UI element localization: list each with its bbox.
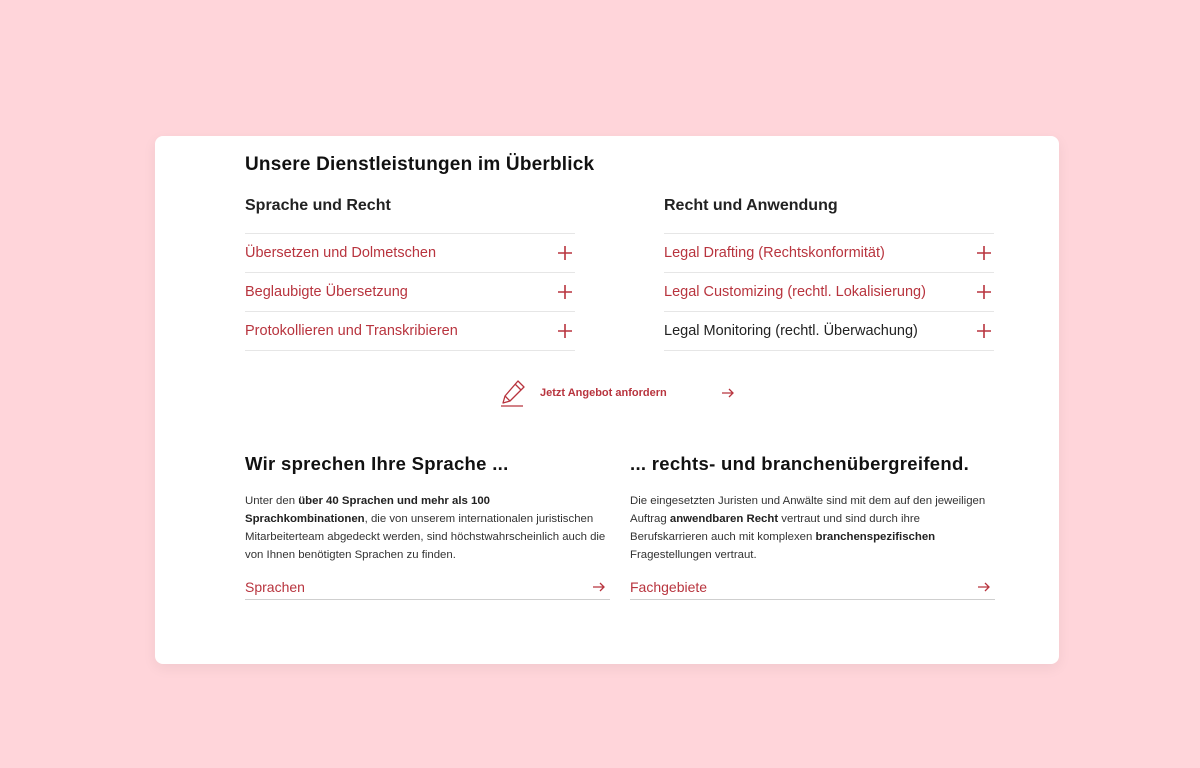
plus-icon [557, 245, 573, 261]
text-highlight: branchenspezifischen [815, 531, 936, 543]
text-segment: Fragestellungen vertraut. [630, 549, 757, 561]
accordion-list [245, 233, 575, 351]
accordion-item-legal-monitoring[interactable] [664, 311, 994, 351]
fields-link[interactable] [630, 575, 995, 600]
fields-title: ... rechts- und branchenübergreifend. [630, 453, 970, 474]
arrow-right-icon [592, 581, 606, 593]
pen-icon [500, 379, 526, 407]
plus-icon [976, 284, 992, 300]
plus-icon [557, 323, 573, 339]
accordion-list [664, 233, 994, 351]
accordion-item-label: Übersetzen und Dolmetschen [245, 245, 437, 261]
languages-link-label: Sprachen [245, 579, 305, 595]
accordion-item-label: Protokollieren und Transkribieren [245, 323, 458, 339]
accordion-item-uebersetzen[interactable] [245, 233, 575, 272]
column-title: Sprache und Recht [245, 197, 391, 214]
accordion-item-label: Legal Customizing (rechtl. Lokalisierung) [664, 284, 926, 300]
languages-text [245, 492, 610, 564]
column-title: Recht und Anwendung [664, 197, 838, 214]
text-segment: , die von unserem internationalen juristischen Mitarbeiterteam abgedeckt werden, sind höchstwahrscheinlich auch die von Ihnen benötigten Sprachen zu finden. [245, 513, 606, 561]
column-sprache-und-recht [245, 196, 575, 351]
accordion-item-label: Beglaubigte Übersetzung [245, 284, 408, 300]
text-segment: Die eingesetzten Juristen und Anwälte sind mit dem auf den jeweiligen Auftrag [630, 495, 986, 525]
languages-section [245, 453, 610, 600]
text-highlight: über 40 Sprachen und mehr als 100 Sprachkombinationen [245, 495, 491, 525]
request-offer-button[interactable] [500, 378, 735, 408]
arrow-right-icon [977, 581, 991, 593]
accordion-item-beglaubigte-uebersetzung[interactable] [245, 272, 575, 311]
accordion-item-legal-customizing[interactable] [664, 272, 994, 311]
text-segment: vertraut und sind durch ihre Berufskarrieren auch mit komplexen [630, 513, 920, 543]
plus-icon [976, 323, 992, 339]
fields-text [630, 492, 995, 564]
column-recht-und-anwendung [664, 196, 994, 351]
fields-section [630, 453, 995, 600]
request-offer-label: Jetzt Angebot anfordern [540, 387, 667, 399]
services-card [155, 136, 1059, 664]
accordion-item-label: Legal Monitoring (rechtl. Überwachung) [664, 323, 918, 339]
fields-link-label: Fachgebiete [630, 579, 708, 595]
arrow-right-icon [721, 387, 735, 399]
text-highlight: anwendbaren Recht [669, 513, 779, 525]
languages-title: Wir sprechen Ihre Sprache ... [245, 453, 509, 474]
page-title: Unsere Dienstleistungen im Überblick [245, 154, 595, 175]
plus-icon [557, 284, 573, 300]
languages-link[interactable] [245, 575, 610, 600]
text-segment: Unter den [245, 495, 299, 507]
plus-icon [976, 245, 992, 261]
accordion-item-label: Legal Drafting (Rechtskonformität) [664, 245, 885, 261]
accordion-item-protokollieren[interactable] [245, 311, 575, 351]
accordion-item-legal-drafting[interactable] [664, 233, 994, 272]
